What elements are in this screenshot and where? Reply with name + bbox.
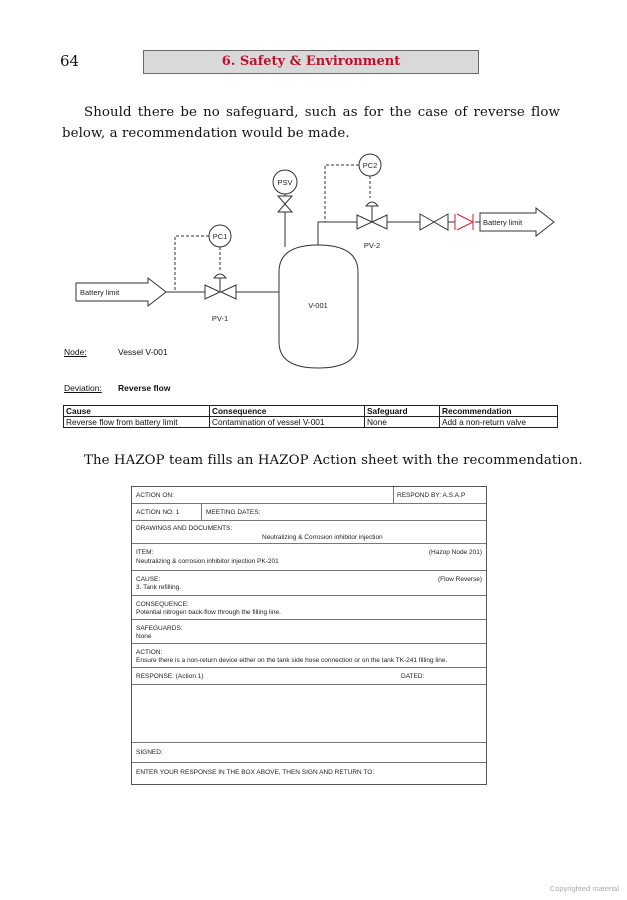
hazop-table (63, 405, 558, 428)
item-node: (Hazop Node 201) (428, 549, 482, 556)
response-box[interactable] (132, 685, 486, 743)
table-header-row (64, 406, 558, 417)
meeting-dates-label: MEETING DATES: (206, 509, 261, 516)
drawings-label: DRAWINGS AND DOCUMENTS: (136, 525, 233, 532)
isolation-valve (420, 214, 448, 230)
non-return-valve (455, 214, 473, 230)
pv2-label: PV-2 (363, 241, 381, 250)
action-label: ACTION: (136, 649, 163, 656)
cell-consequence: Contamination of vessel V-001 (210, 417, 365, 428)
header-safeguard: Safeguard (365, 406, 440, 417)
vessel-label: V-001 (308, 301, 328, 310)
cell-cause: Reverse flow from battery limit (64, 417, 210, 428)
item-label: ITEM: (136, 549, 154, 556)
consequence-value: Potential nitrogen back-flow through the filling line. (136, 609, 281, 616)
header-recommendation: Recommendation (440, 406, 558, 417)
safeguards-label: SAFEGUARDS: (136, 625, 183, 632)
footer-instruction: ENTER YOUR RESPONSE IN THE BOX ABOVE, THEN SIGN AND RETURN TO: (136, 769, 375, 776)
action-sheet-intro: The HAZOP team fills an HAZOP Action sheet with the recommendation. (84, 453, 583, 468)
table-row (64, 417, 558, 428)
drawings-value: Neutralizing & Corrosion inhibitor injection (262, 534, 383, 541)
hazop-action-sheet (131, 486, 487, 785)
action-on-label: ACTION ON: (136, 492, 174, 499)
cell-recommendation: Add a non-return valve (440, 417, 558, 428)
psv-label: PSV (277, 178, 293, 187)
deviation-value: Reverse flow (118, 383, 171, 393)
copyright-notice: Copyrighted material (549, 884, 619, 893)
header-cause: Cause (64, 406, 210, 417)
response-label: RESPONSE: (Action 1) (136, 673, 204, 680)
cause-label: CAUSE: (136, 576, 161, 583)
cell-safeguard: None (365, 417, 440, 428)
pc2-label: PC2 (362, 161, 378, 170)
node-field (64, 347, 168, 357)
respond-by-label: RESPOND BY: A.S.A.P (397, 492, 466, 499)
battery-limit-in-label: Battery limit (80, 288, 120, 297)
intro-paragraph: Should there be no safeguard, such as for the case of reverse flow below, a recommendation would be made. (62, 105, 560, 141)
cause-tag: (Flow Reverse) (437, 576, 482, 583)
action-no-label: ACTION NO: 1 (136, 509, 180, 516)
chapter-title-banner: 6. Safety & Environment (143, 50, 479, 74)
cause-value: 3. Tank refilling. (136, 584, 182, 591)
consequence-label: CONSEQUENCE: (136, 601, 189, 608)
header-consequence: Consequence (210, 406, 365, 417)
action-value: Ensure there is a non-return device either on the tank side hose connection or on the tank TK-241 filling line. (136, 657, 448, 664)
deviation-label: Deviation: (64, 383, 102, 393)
signed-label: SIGNED: (136, 749, 163, 756)
pid-diagram (0, 0, 627, 400)
node-value: Vessel V-001 (118, 347, 168, 357)
item-value: Neutralizing & corrosion inhibitor injection PK-201 (136, 558, 279, 565)
battery-limit-out-label: Battery limit (483, 218, 523, 227)
dated-label: DATED: (401, 673, 425, 680)
pv1-label: PV-1 (211, 314, 229, 323)
page-number: 64 (60, 52, 80, 70)
node-label: Node: (64, 347, 87, 357)
pc1-label: PC1 (212, 232, 228, 241)
deviation-field (64, 383, 170, 393)
safeguards-value: None (136, 633, 152, 640)
